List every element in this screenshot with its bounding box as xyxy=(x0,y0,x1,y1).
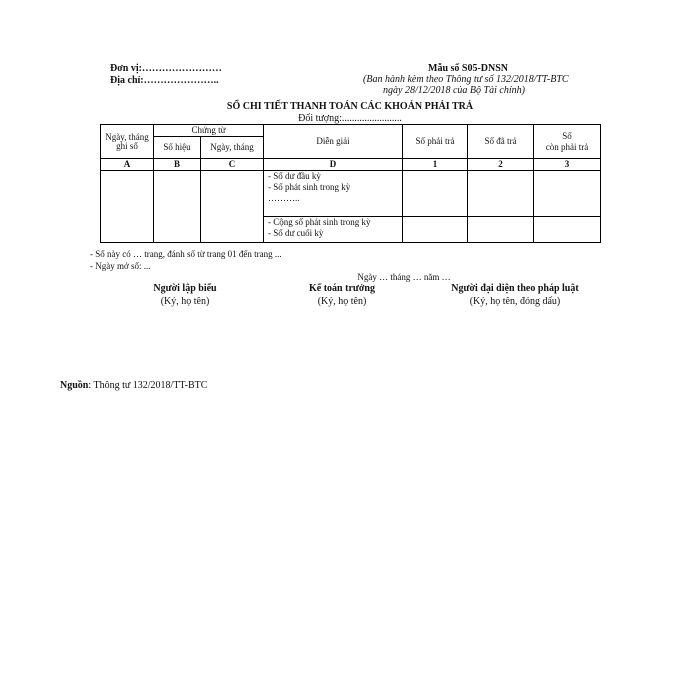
table-cell xyxy=(403,171,468,217)
address-label: Địa chỉ:………………….. xyxy=(110,75,219,86)
table-cell xyxy=(534,217,601,243)
col-header-paid: Số đã trả xyxy=(468,125,534,159)
row-closing-balance: - Số dư cuối kỳ xyxy=(268,228,324,238)
table-cell xyxy=(154,171,201,243)
col-header-payable: Số phải trả xyxy=(403,125,468,159)
col-header-remaining-line1: Số xyxy=(562,130,572,141)
table-cell xyxy=(534,171,601,217)
note-open-date: - Ngày mở sổ: ... xyxy=(90,261,151,271)
signature-note: (Ký, họ tên) xyxy=(317,296,367,307)
col-header-record-date: Ngày, tháng ghi sổ xyxy=(101,125,154,159)
issued-by-line2: ngày 28/12/2018 của Bộ Tài chính) xyxy=(383,85,525,96)
signature-preparer xyxy=(130,283,240,307)
col-letter-c: C xyxy=(201,159,264,171)
row-opening-balance: - Số dư đầu kỳ xyxy=(268,171,321,181)
col-header-remaining-line2: còn phải trả xyxy=(545,141,589,152)
col-letter-d: D xyxy=(264,159,403,171)
table-cell xyxy=(468,217,534,243)
row-ellipsis: ……….. xyxy=(268,193,300,203)
row-arising-in-period: - Số phát sinh trong kỳ xyxy=(268,182,351,192)
form-number: Mẫu số S05-DNSN xyxy=(428,63,509,74)
col-header-remaining xyxy=(534,125,601,159)
signature-title: Người đại diện theo pháp luật xyxy=(451,283,579,294)
document-title: SỔ CHI TIẾT THANH TOÁN CÁC KHOẢN PHẢI TRẢ xyxy=(226,101,474,112)
col-letter-b: B xyxy=(154,159,201,171)
ledger-table xyxy=(100,124,601,243)
source-line xyxy=(60,380,207,391)
table-cell xyxy=(201,171,264,243)
source-text: : Thông tư 132/2018/TT-BTC xyxy=(88,380,208,391)
col-number-3: 3 xyxy=(534,159,601,171)
signing-date: Ngày … tháng … năm … xyxy=(357,272,451,282)
col-number-2: 2 xyxy=(468,159,534,171)
issued-by-line1: (Ban hành kèm theo Thông tư số 132/2018/TT-BTC xyxy=(363,74,569,85)
col-header-voucher-number: Số hiệu xyxy=(154,137,201,159)
table-cell xyxy=(101,171,154,243)
signature-legal-representative xyxy=(430,283,600,307)
document-subject: Đối tượng:........................ xyxy=(298,113,402,124)
row-total-arising: - Cộng số phát sinh trong kỳ xyxy=(268,217,371,227)
unit-label: Đơn vị:…………………… xyxy=(110,63,222,74)
source-label: Nguồn xyxy=(60,380,89,391)
col-number-1: 1 xyxy=(403,159,468,171)
signature-title: Người lập biểu xyxy=(153,283,217,294)
col-letter-a: A xyxy=(101,159,154,171)
description-block-bottom xyxy=(264,217,403,243)
signature-note: (Ký, họ tên, đóng dấu) xyxy=(469,296,561,307)
col-header-voucher: Chứng từ xyxy=(154,125,264,137)
description-block-top xyxy=(264,171,403,217)
note-pages: - Sổ này có … trang, đánh số từ trang 01 đến trang ... xyxy=(90,249,282,259)
col-header-voucher-date: Ngày, tháng xyxy=(201,137,264,159)
signature-chief-accountant xyxy=(282,283,402,307)
signature-note: (Ký, họ tên) xyxy=(160,296,210,307)
table-cell xyxy=(468,171,534,217)
table-cell xyxy=(403,217,468,243)
col-header-description: Diễn giải xyxy=(264,125,403,159)
signature-title: Kế toán trưởng xyxy=(309,283,375,294)
